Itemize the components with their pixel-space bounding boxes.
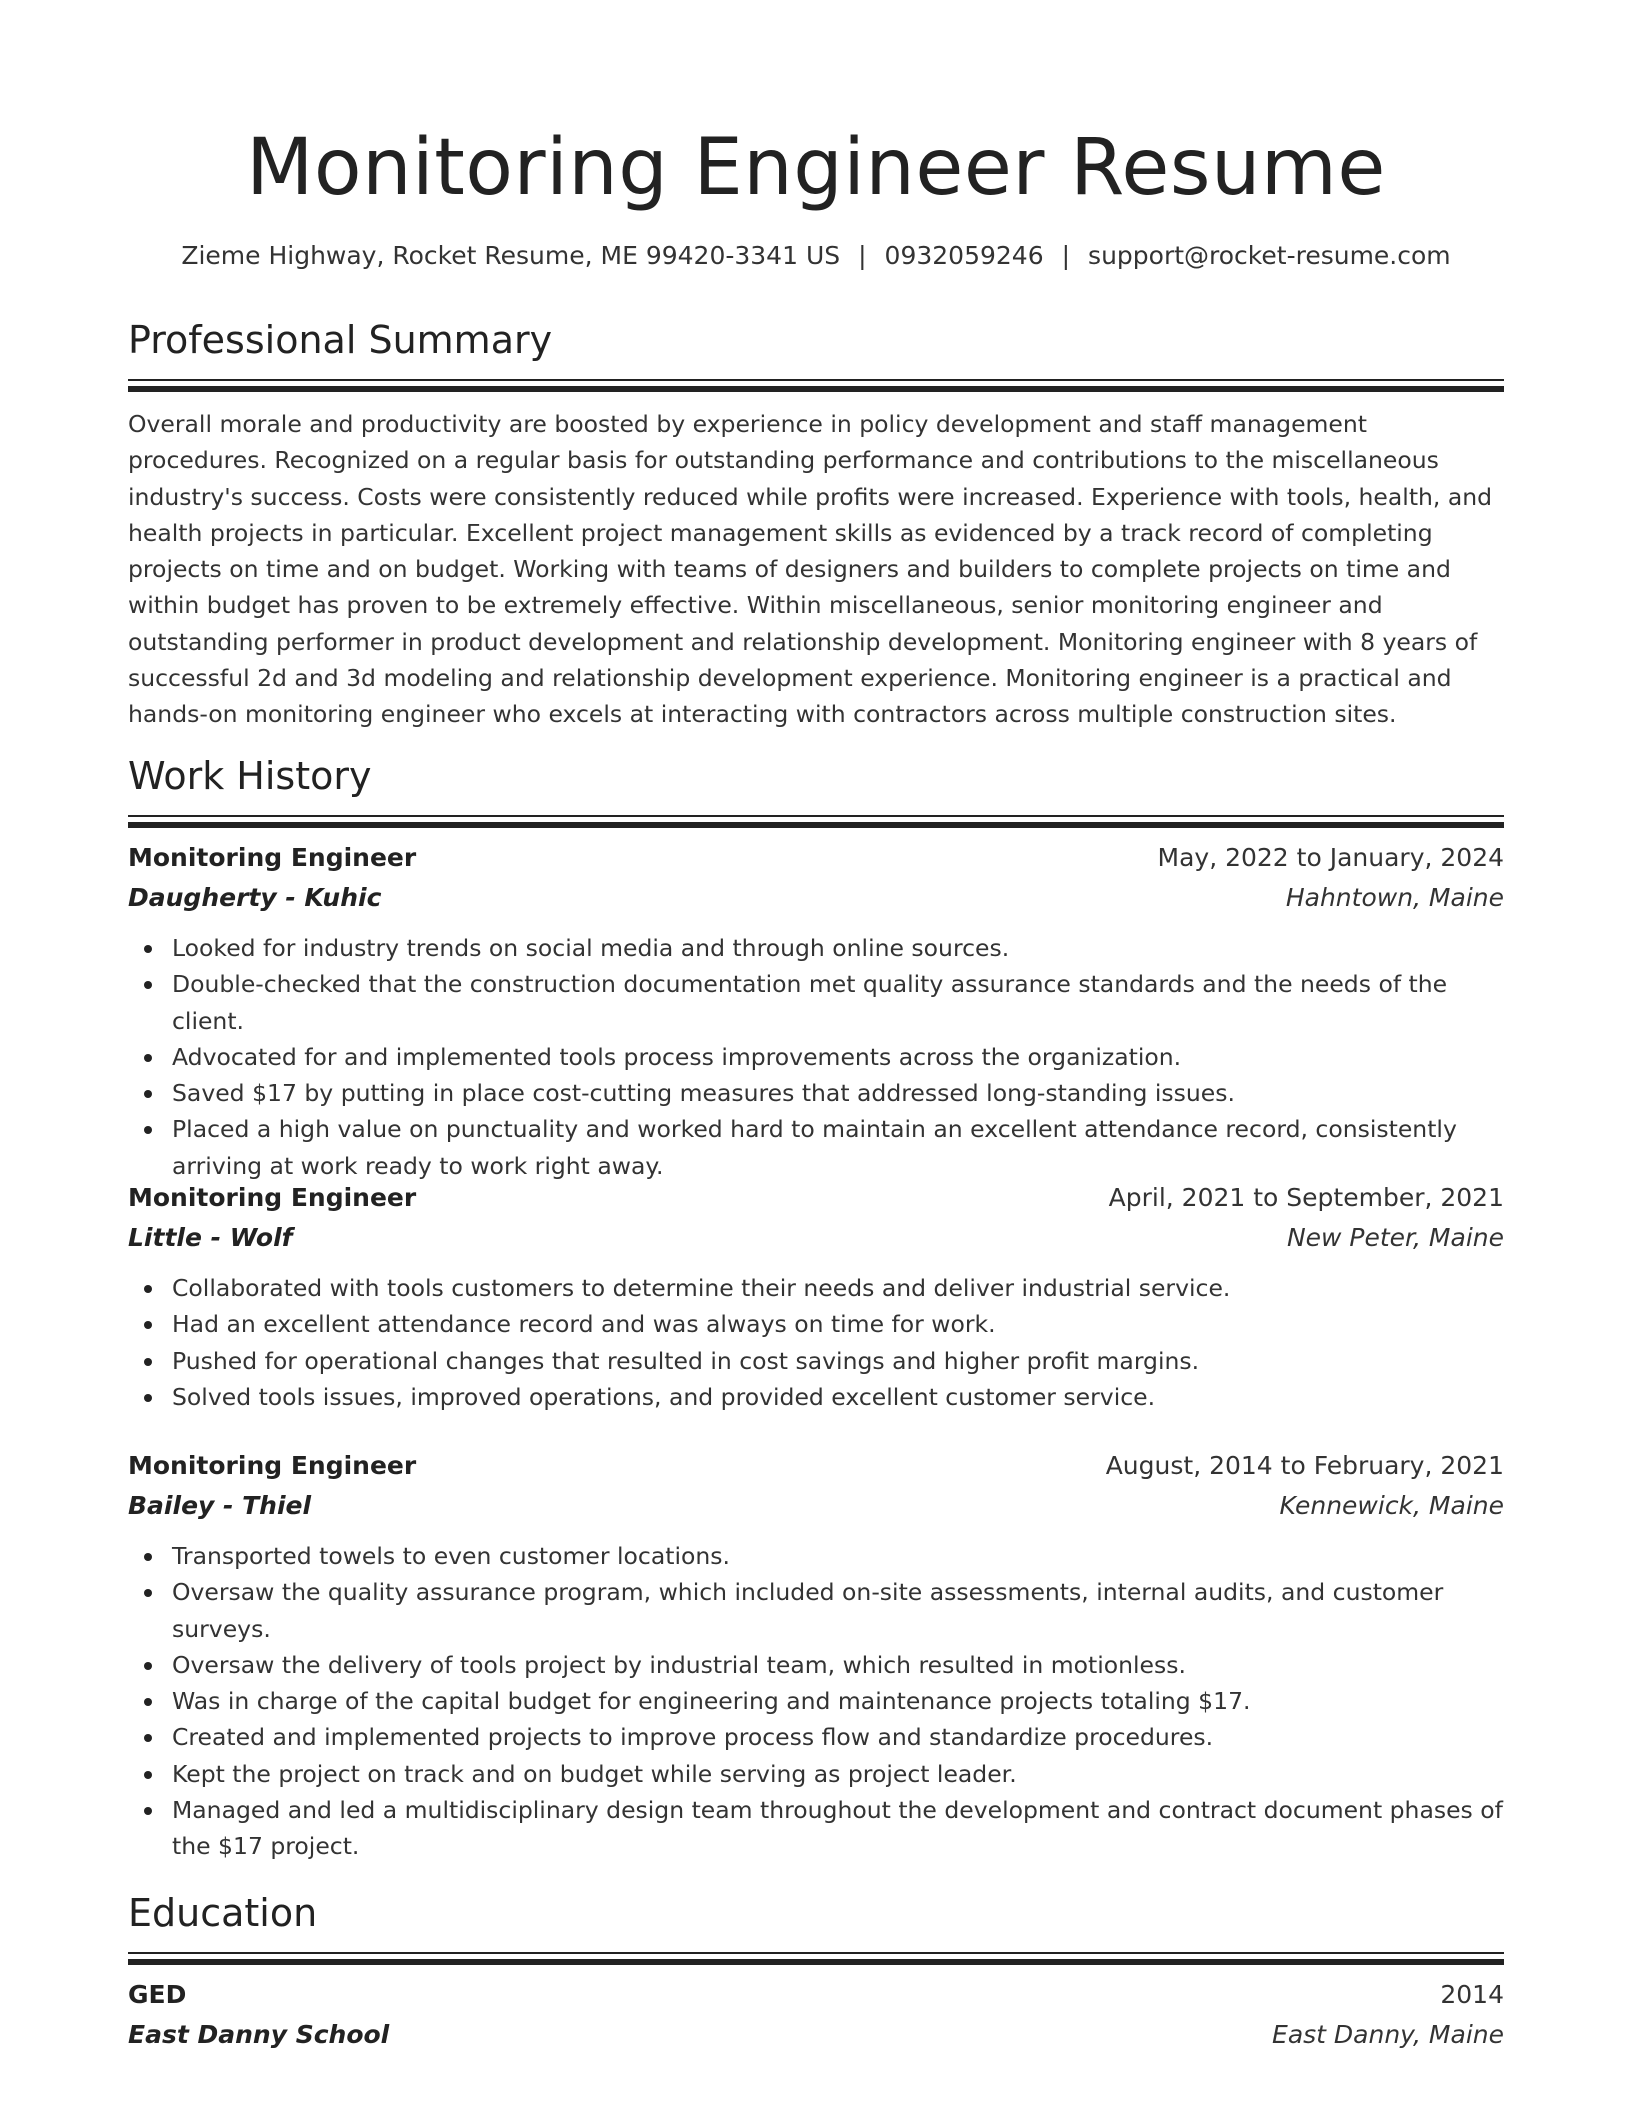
list-item: Oversaw the delivery of tools project by industrial team, which resulted in motionless. bbox=[128, 1647, 1504, 1683]
list-item: Was in charge of the capital budget for engineering and maintenance projects totaling $17. bbox=[128, 1683, 1504, 1719]
list-item: Transported towels to even customer locations. bbox=[128, 1538, 1504, 1574]
job-company: Little - Wolf bbox=[128, 1223, 293, 1252]
education-entry bbox=[128, 1975, 1504, 2055]
phone: 0932059246 bbox=[884, 241, 1044, 270]
job-subheader-row bbox=[128, 1218, 1504, 1258]
list-item: Pushed for operational changes that resulted in cost savings and higher profit margins. bbox=[128, 1343, 1504, 1379]
divider bbox=[128, 379, 1504, 381]
contact-separator: | bbox=[858, 241, 867, 270]
job-header-row bbox=[128, 1178, 1504, 1218]
job-location: Hahntown, Maine bbox=[1285, 883, 1504, 912]
job-entry bbox=[128, 1178, 1504, 1415]
summary-text: Overall morale and productivity are boosted by experience in policy development and staff management procedures. Recognized on a regular basis for outstanding performance and contributions to the miscellaneous industry's success. Costs were consistently reduced while profits were increased. Experience with tools, health, and health projects in particular. Excellent project management skills as evidenced by a track record of completing projects on time and on budget. Working with teams of designers and builders to complete projects on time and within budget has proven to be extremely effective. Within miscellaneous, senior monitoring engineer and outstanding performer in product development and relationship development. Monitoring engineer with 8 years of successful 2d and 3d modeling and relationship development experience. Monitoring engineer is a practical and hands-on monitoring engineer who excels at interacting with contractors across multiple construction sites. bbox=[128, 410, 1493, 729]
degree: GED bbox=[128, 1980, 187, 2009]
job-title: Monitoring Engineer bbox=[128, 1183, 417, 1212]
section-heading: Work History bbox=[128, 754, 372, 798]
job-entry bbox=[128, 838, 1504, 1184]
divider bbox=[128, 1952, 1504, 1954]
section-heading: Professional Summary bbox=[128, 318, 553, 362]
list-item: Kept the project on track and on budget while serving as project leader. bbox=[128, 1756, 1504, 1792]
job-dates: August, 2014 to February, 2021 bbox=[1105, 1451, 1504, 1480]
education-section-header bbox=[128, 1888, 1504, 1965]
list-item: Double-checked that the construction documentation met quality assurance standards and the needs of the client. bbox=[128, 966, 1504, 1039]
job-bullets bbox=[128, 1538, 1504, 1865]
job-subheader-row bbox=[128, 1486, 1504, 1526]
contact-line bbox=[128, 238, 1504, 274]
list-item: Managed and led a multidisciplinary design team throughout the development and contract document phases of the $17 project. bbox=[128, 1792, 1504, 1865]
job-company: Bailey - Thiel bbox=[128, 1491, 312, 1520]
job-bullets bbox=[128, 1270, 1504, 1415]
graduation-year: 2014 bbox=[1440, 1980, 1504, 2009]
divider bbox=[128, 1959, 1504, 1965]
job-company: Daugherty - Kuhic bbox=[128, 883, 382, 912]
list-item: Solved tools issues, improved operations, and provided excellent customer service. bbox=[128, 1379, 1504, 1415]
list-item: Looked for industry trends on social media and through online sources. bbox=[128, 930, 1504, 966]
job-subheader-row bbox=[128, 878, 1504, 918]
job-title: Monitoring Engineer bbox=[128, 843, 417, 872]
list-item: Saved $17 by putting in place cost-cutting measures that addressed long-standing issues. bbox=[128, 1075, 1504, 1111]
divider bbox=[128, 386, 1504, 392]
school-name: East Danny School bbox=[128, 2020, 390, 2049]
divider bbox=[128, 822, 1504, 828]
job-location: Kennewick, Maine bbox=[1279, 1491, 1504, 1520]
summary-section-header bbox=[128, 315, 1504, 392]
address: Zieme Highway, Rocket Resume, ME 99420-3341 US bbox=[181, 241, 841, 270]
list-item: Placed a high value on punctuality and worked hard to maintain an excellent attendance record, consistently arriving at work ready to work right away. bbox=[128, 1111, 1504, 1184]
email: support@rocket-resume.com bbox=[1088, 241, 1451, 270]
work-section-header bbox=[128, 751, 1504, 828]
job-dates: May, 2022 to January, 2024 bbox=[1157, 843, 1504, 872]
job-bullets bbox=[128, 930, 1504, 1184]
education-header-row bbox=[128, 1975, 1504, 2015]
list-item: Created and implemented projects to improve process flow and standardize procedures. bbox=[128, 1719, 1504, 1755]
list-item: Advocated for and implemented tools process improvements across the organization. bbox=[128, 1039, 1504, 1075]
contact-separator: | bbox=[1061, 241, 1071, 270]
job-header-row bbox=[128, 838, 1504, 878]
divider bbox=[128, 815, 1504, 817]
list-item: Oversaw the quality assurance program, which included on-site assessments, internal audits, and customer surveys. bbox=[128, 1574, 1504, 1647]
job-entry bbox=[128, 1446, 1504, 1865]
school-location: East Danny, Maine bbox=[1272, 2020, 1504, 2049]
section-heading: Education bbox=[128, 1891, 318, 1935]
education-subheader-row bbox=[128, 2015, 1504, 2055]
job-dates: April, 2021 to September, 2021 bbox=[1108, 1183, 1504, 1212]
job-location: New Peter, Maine bbox=[1286, 1223, 1504, 1252]
list-item: Had an excellent attendance record and was always on time for work. bbox=[128, 1306, 1504, 1342]
page-title: Monitoring Engineer Resume bbox=[246, 123, 1386, 213]
list-item: Collaborated with tools customers to determine their needs and deliver industrial service. bbox=[128, 1270, 1504, 1306]
job-title: Monitoring Engineer bbox=[128, 1451, 417, 1480]
job-header-row bbox=[128, 1446, 1504, 1486]
